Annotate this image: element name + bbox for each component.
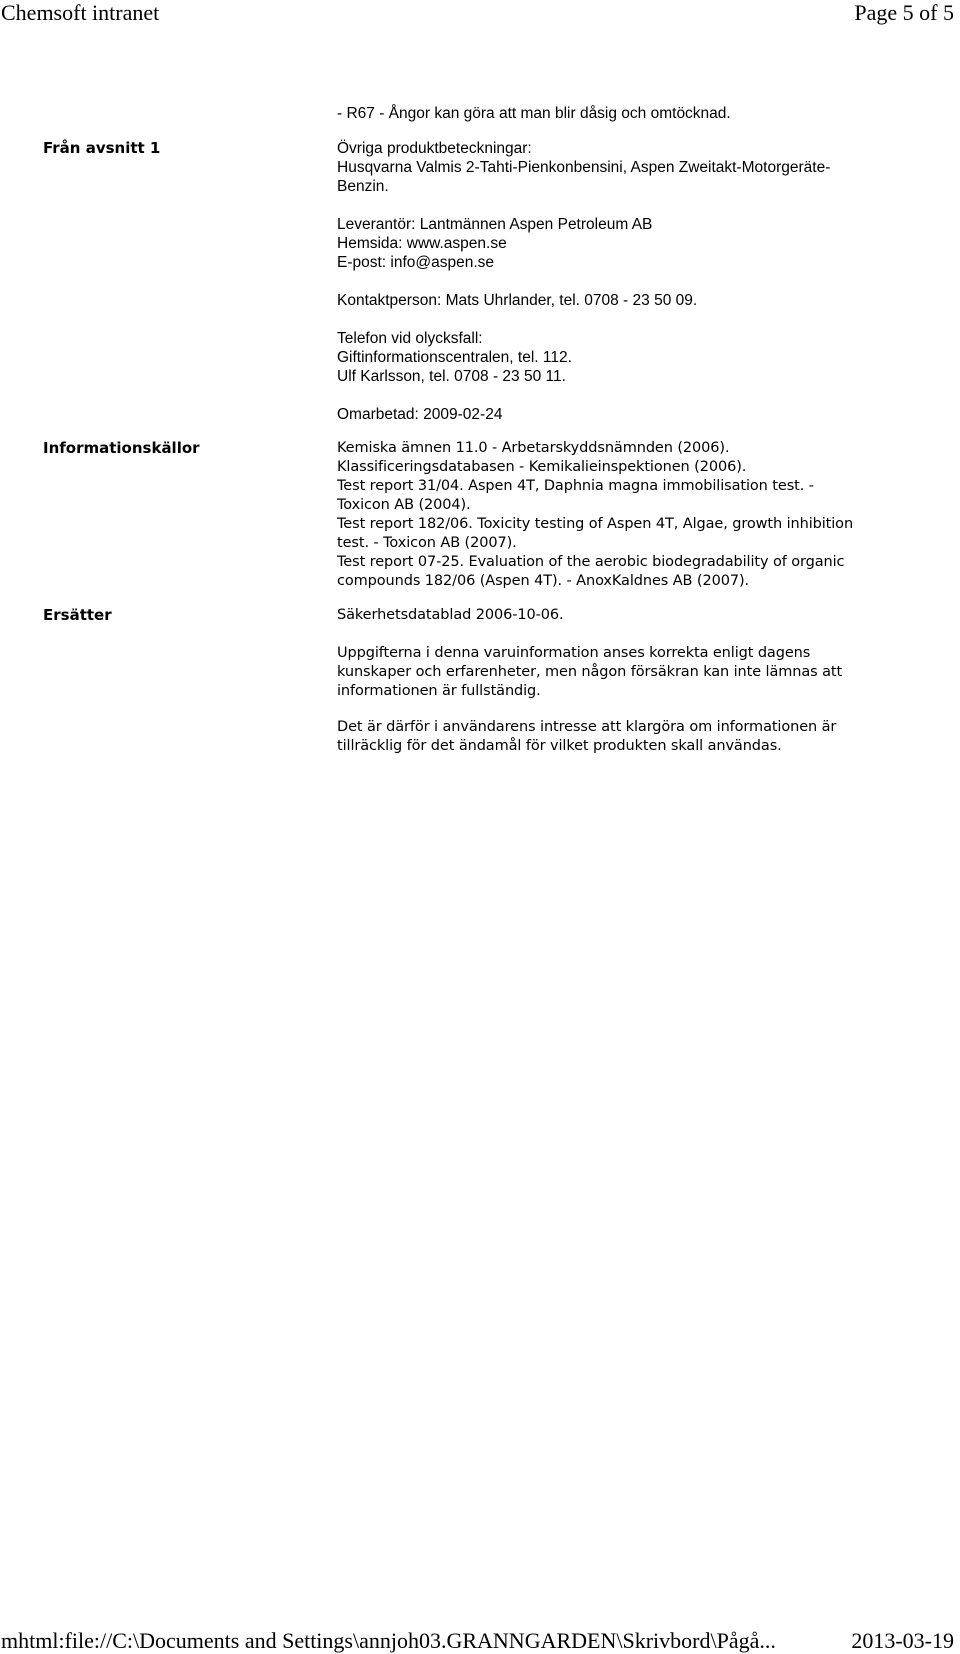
disclaimer-line: Det är därför i användarens intresse att klargöra om informationen är — [337, 719, 837, 735]
email-text: E-post: info@aspen.se — [337, 254, 495, 271]
source-line: Klassificeringsdatabasen - Kemikalieinspektionen (2006). — [337, 459, 747, 475]
source-line: Toxicon AB (2004). — [337, 497, 471, 513]
source-line: Test report 182/06. Toxicity testing of Aspen 4T, Algae, growth inhibition — [337, 516, 854, 532]
other-names-line: Benzin. — [337, 178, 389, 195]
risk-phrase: - R67 - Ångor kan göra att man blir dåsig och omtöcknad. — [337, 105, 731, 122]
section-label-sources: Informationskällor — [43, 439, 200, 457]
disclaimer-line: kunskaper och erfarenheter, men någon försäkran kan inte lämnas att — [337, 664, 843, 680]
print-date: 2013-03-19 — [851, 1628, 954, 1653]
source-line: Test report 07-25. Evaluation of the aerobic biodegradability of organic — [337, 554, 845, 570]
website-text: Hemsida: www.aspen.se — [337, 235, 507, 252]
disclaimer-line: Uppgifterna i denna varuinformation anses korrekta enligt dagens — [337, 645, 811, 661]
disclaimer-line: informationen är fullständig. — [337, 683, 541, 699]
other-names-heading: Övriga produktbeteckningar: — [337, 140, 532, 157]
other-names-line: Husqvarna Valmis 2-Tahti-Pienkonbensini, Aspen Zweitakt-Motorgeräte- — [337, 159, 831, 176]
page-indicator: Page 5 of 5 — [854, 0, 954, 25]
source-line: Test report 31/04. Aspen 4T, Daphnia magna immobilisation test. - — [337, 478, 814, 494]
source-line: compounds 182/06 (Aspen 4T). - AnoxKaldnes AB (2007). — [337, 573, 750, 589]
section-content-sources — [337, 439, 937, 591]
source-line: Kemiska ämnen 11.0 - Arbetarskyddsnämnden (2006). — [337, 440, 730, 456]
replaces-text: Säkerhetsdatablad 2006-10-06. — [337, 607, 564, 623]
disclaimer-line: tillräcklig för det ändamål för vilket produkten skall användas. — [337, 738, 782, 754]
section-label-fran-avsnitt: Från avsnitt 1 — [43, 139, 161, 157]
revised-date: Omarbetad: 2009-02-24 — [337, 406, 503, 423]
section-content-fran-avsnitt — [337, 139, 937, 424]
emergency-line: Ulf Karlsson, tel. 0708 - 23 50 11. — [337, 368, 566, 385]
supplier-text: Leverantör: Lantmännen Aspen Petroleum AB — [337, 216, 653, 233]
file-path: mhtml:file://C:\Documents and Settings\annjoh03.GRANNGARDEN\Skrivbord\Pågå... — [1, 1628, 776, 1653]
section-content-replaces — [337, 606, 937, 756]
section-label-replaces: Ersätter — [43, 606, 112, 624]
emergency-heading: Telefon vid olycksfall: — [337, 330, 483, 347]
site-title: Chemsoft intranet — [1, 0, 160, 25]
contact-text: Kontaktperson: Mats Uhrlander, tel. 0708 - 23 50 09. — [337, 292, 698, 309]
emergency-line: Giftinformationscentralen, tel. 112. — [337, 349, 572, 366]
source-line: test. - Toxicon AB (2007). — [337, 535, 517, 551]
